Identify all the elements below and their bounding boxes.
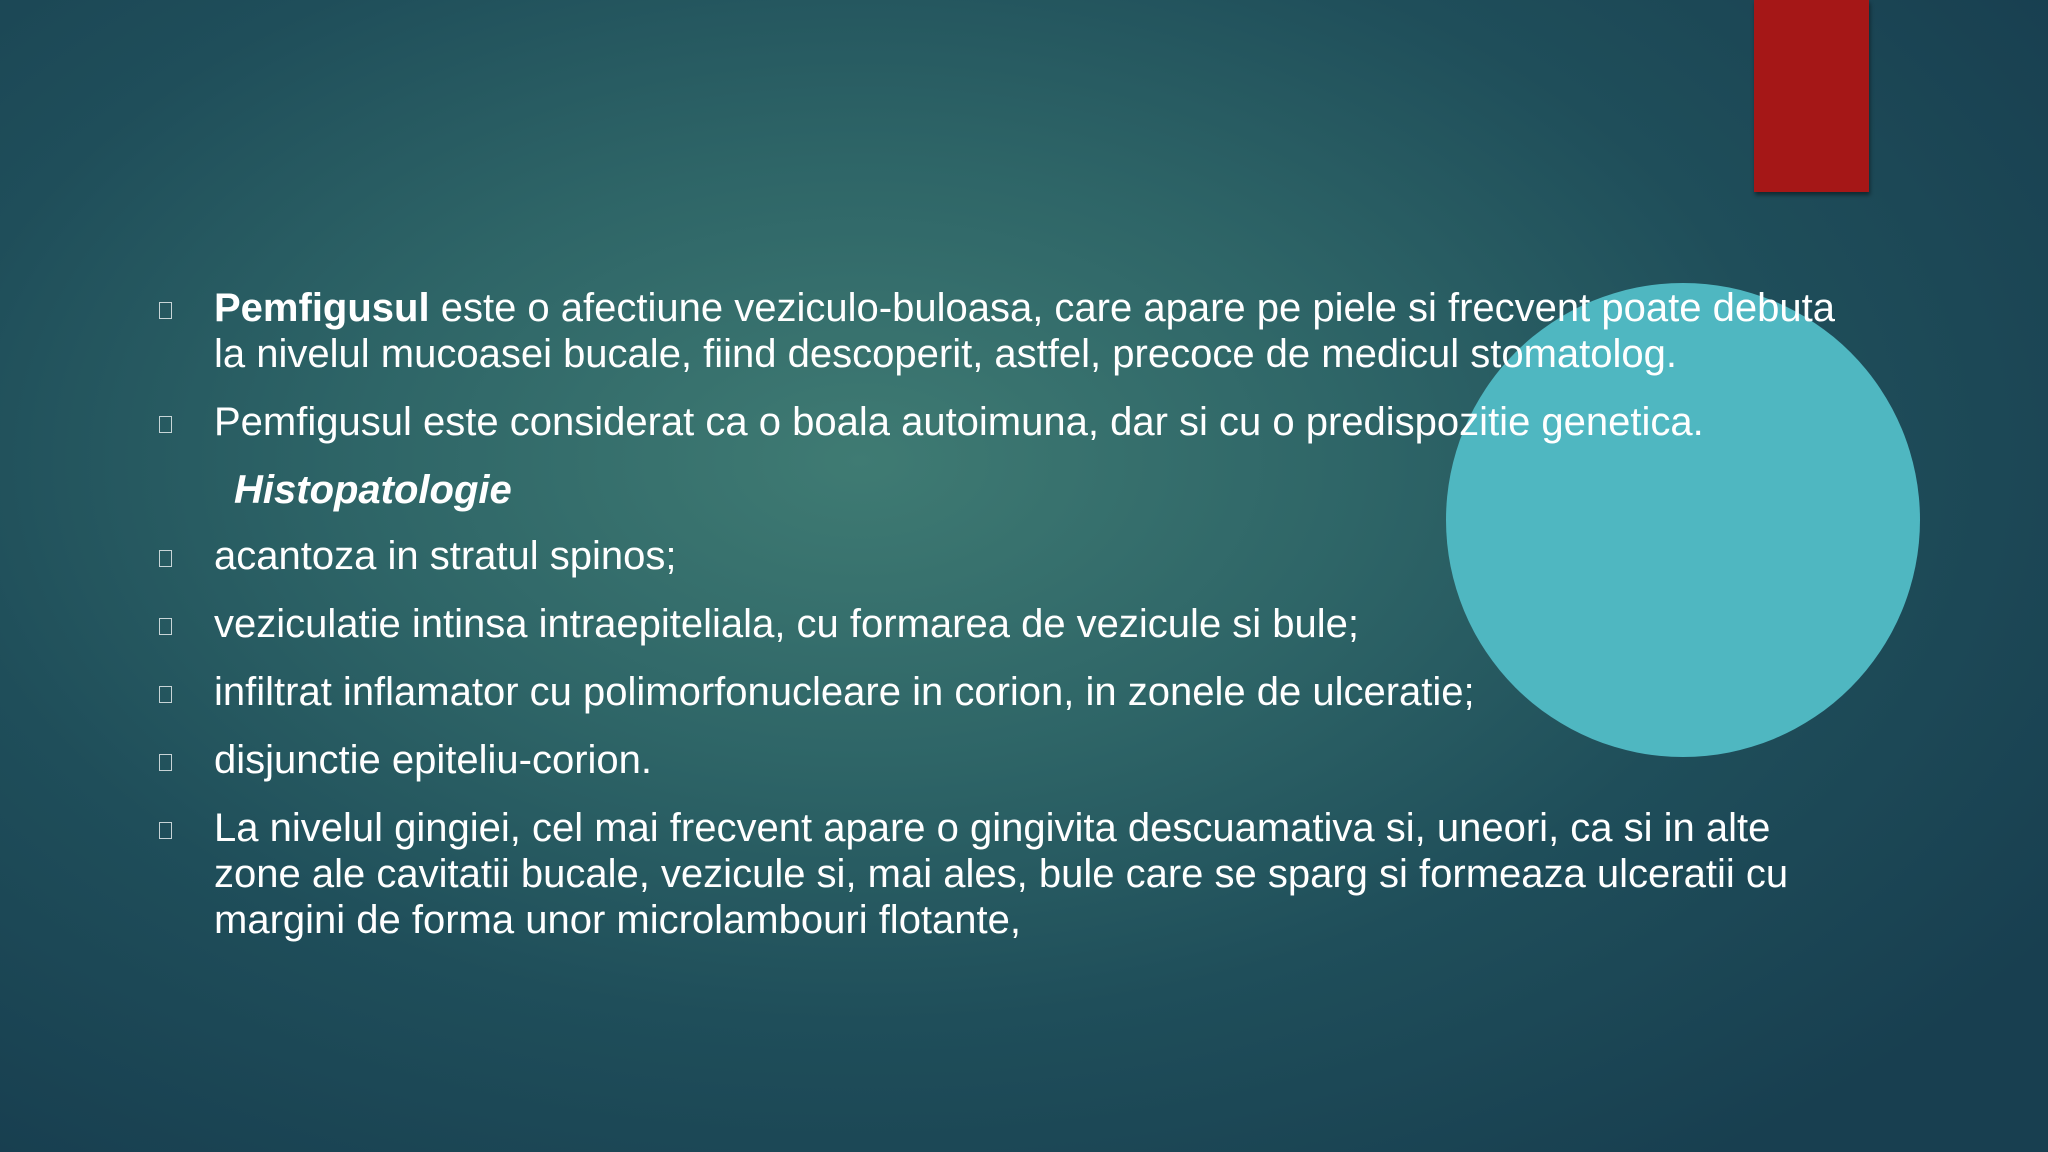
bullet-item-histo (155, 601, 1835, 647)
bullet-item-histo (155, 737, 1835, 783)
item-text: acantoza in stratul spinos; (214, 534, 677, 578)
bullet-square-icon (159, 822, 172, 839)
bullet-item-pemfigus (155, 285, 1835, 377)
section-heading: Histopatologie (234, 468, 512, 512)
item-text: infiltrat inflamator cu polimorfonucleare in corion, in zonele de ulceratie; (214, 670, 1475, 714)
bullet-item-histo (155, 533, 1835, 579)
bullet-item-histo (155, 805, 1835, 943)
bullet-square-icon (159, 686, 172, 703)
item-text: Pemfigusul este considerat ca o boala autoimuna, dar si cu o predispozitie genetica. (214, 400, 1704, 444)
bullet-square-icon (159, 550, 172, 567)
bold-term: Pemfigusul (214, 286, 430, 330)
item-text: La nivelul gingiei, cel mai frecvent apare o gingivita descuamativa si, uneori, ca si in alte zone ale cavitatii bucale, vezicule si, mai ales, bule care se sparg si formeaza ulceratii cu margini de forma unor microlambouri flotante, (214, 806, 1789, 942)
bullet-item-autoimuna (155, 399, 1835, 445)
bullet-square-icon (159, 416, 172, 433)
bullet-square-icon (159, 754, 172, 771)
bullet-square-icon (159, 302, 172, 319)
bullet-item-histo (155, 669, 1835, 715)
bullet-square-icon (159, 618, 172, 635)
accent-bar (1754, 0, 1869, 192)
slide-content (155, 285, 1835, 965)
item-text: veziculatie intinsa intraepiteliala, cu formarea de vezicule si bule; (214, 602, 1360, 646)
item-text: disjunctie epiteliu-corion. (214, 738, 653, 782)
item-text: este o afectiune veziculo-buloasa, care apare pe piele si frecvent poate debuta la nivelul mucoasei bucale, fiind descoperit, astfel, precoce de medicul stomatolog. (214, 286, 1835, 376)
